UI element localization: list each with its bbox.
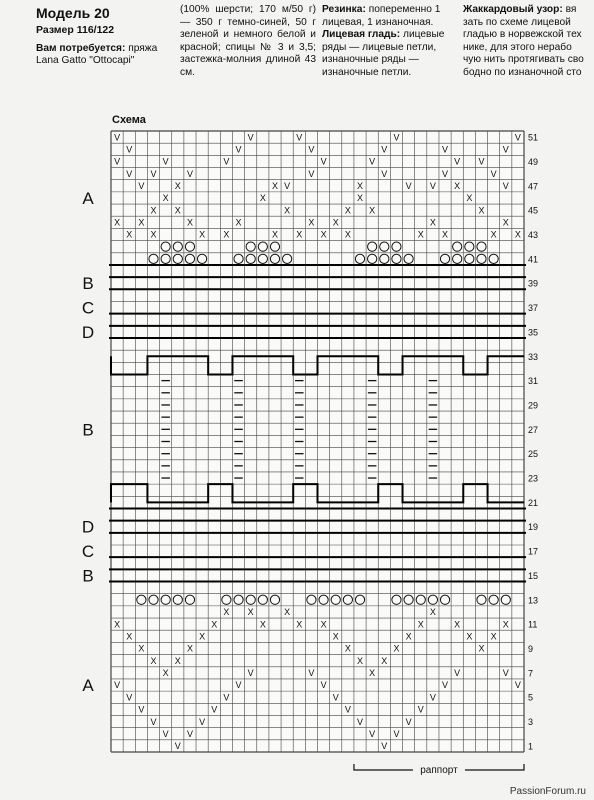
stitch-v-mark: V: [357, 716, 364, 727]
section-label: D: [81, 322, 95, 342]
stitch-x-mark: X: [357, 655, 364, 666]
stitch-v-mark: V: [393, 132, 400, 143]
row-number: 37: [528, 303, 539, 314]
stitch-x-mark: X: [150, 655, 157, 666]
section-label: C: [81, 298, 95, 318]
stitch-x-mark: X: [186, 643, 193, 654]
stitch-x-mark: X: [454, 619, 461, 630]
stitch-x-mark: X: [150, 229, 157, 240]
row-number: 1: [528, 741, 534, 752]
stitch-v-mark: V: [114, 132, 121, 143]
stitch-v-mark: V: [381, 144, 388, 155]
watermark: PassionForum.ru: [509, 786, 586, 797]
stitch-x-mark: X: [417, 229, 424, 240]
stitch-v-mark: V: [114, 680, 121, 691]
stitch-v-mark: V: [454, 668, 461, 679]
stitch-x-mark: X: [271, 180, 278, 191]
stitch-v-mark: V: [199, 716, 206, 727]
section-label: B: [82, 420, 94, 440]
stitch-v-mark: V: [223, 692, 230, 703]
stitch-x-mark: X: [466, 193, 473, 204]
stitch-v-mark: V: [186, 168, 193, 179]
stitch-x-mark: X: [174, 180, 181, 191]
stitch-v-mark: V: [502, 180, 509, 191]
stitch-x-mark: X: [114, 217, 121, 228]
stitch-x-mark: X: [199, 631, 206, 642]
stitch-v-mark: V: [138, 704, 145, 715]
row-number: 21: [528, 497, 539, 508]
stitch-v-mark: V: [502, 668, 509, 679]
stitch-v-mark: V: [381, 741, 388, 752]
stitch-x-mark: X: [466, 631, 473, 642]
stitch-v-mark: V: [417, 704, 424, 715]
section-label: B: [82, 274, 94, 294]
section-label: D: [81, 517, 95, 537]
stitch-x-mark: X: [247, 607, 254, 618]
stitch-x-mark: X: [150, 205, 157, 216]
stitch-x-mark: X: [478, 205, 485, 216]
stitch-x-mark: X: [490, 229, 497, 240]
stitch-v-mark: V: [174, 741, 181, 752]
stitch-x-mark: X: [259, 619, 266, 630]
row-number: 27: [528, 424, 539, 435]
stitch-v-mark: V: [162, 156, 169, 167]
stitch-v-mark: V: [162, 728, 169, 739]
rib-text: попеременно 1 лицевая, 1 изнаночная.: [322, 4, 441, 28]
stitch-v-mark: V: [393, 728, 400, 739]
stitch-x-mark: X: [284, 607, 291, 618]
section-label: B: [82, 566, 94, 586]
stitch-x-mark: X: [174, 655, 181, 666]
row-number: 35: [528, 327, 539, 338]
stitch-x-mark: X: [417, 619, 424, 630]
stitch-v-mark: V: [405, 180, 412, 191]
stitch-v-mark: V: [442, 144, 449, 155]
stitch-v-mark: V: [514, 680, 521, 691]
stitch-v-mark: V: [296, 132, 303, 143]
stitch-v-mark: V: [332, 692, 339, 703]
stitch-v-mark: V: [320, 156, 327, 167]
stitch-x-mark: X: [442, 229, 449, 240]
row-number: 11: [528, 619, 538, 630]
stitch-x-mark: X: [162, 668, 169, 679]
stitch-x-mark: X: [429, 607, 436, 618]
stitch-x-mark: X: [126, 631, 133, 642]
materials-label: Вам потребуется:: [36, 42, 126, 54]
row-number: 15: [528, 570, 539, 581]
row-number: 9: [528, 644, 534, 654]
stitch-x-mark: X: [393, 643, 400, 654]
stitch-x-mark: X: [114, 619, 121, 630]
stitch-v-mark: V: [150, 168, 157, 179]
row-number: 41: [528, 254, 539, 265]
stitch-v-mark: V: [344, 704, 351, 715]
stitch-x-mark: X: [502, 217, 509, 228]
stitch-x-mark: X: [259, 193, 266, 204]
stitch-x-mark: X: [126, 229, 133, 240]
stitch-x-mark: X: [344, 643, 351, 654]
stitch-v-mark: V: [126, 168, 133, 179]
stitch-x-mark: X: [320, 229, 327, 240]
stitch-v-mark: V: [320, 680, 327, 691]
stitch-x-mark: X: [223, 607, 230, 618]
row-number: 33: [528, 351, 539, 362]
jacquard-label: Жаккардовый узор:: [463, 4, 563, 15]
stitch-v-mark: V: [308, 668, 315, 679]
stitch-x-mark: X: [296, 619, 303, 630]
stitch-x-mark: X: [454, 180, 461, 191]
stitch-v-mark: V: [150, 716, 157, 727]
yarn-details: (100% шерсти; 170 м/50 г) — 350 г темно-синей, 50 г зеленой и немного белой и красной; спицы № 3 и 3,5; застежка-молния длиной 43 см.: [180, 4, 316, 78]
row-number: 47: [528, 181, 539, 192]
stitch-x-mark: X: [369, 668, 376, 679]
stitch-v-mark: V: [211, 704, 218, 715]
stitch-v-mark: V: [223, 156, 230, 167]
stitch-x-mark: X: [344, 205, 351, 216]
stitch-v-mark: V: [235, 680, 242, 691]
stitch-x-mark: X: [174, 205, 181, 216]
stockinette-text: лицевые ряды — лицевые петли, изнаночные ряды — изнаночные петли.: [322, 29, 445, 78]
stitch-x-mark: X: [138, 643, 145, 654]
stitch-x-mark: X: [381, 655, 388, 666]
row-number: 3: [528, 717, 534, 728]
section-label: A: [82, 188, 94, 208]
size-line: Размер 116/122: [36, 24, 115, 36]
jacquard-line-5: бодно по изнаночной сто: [463, 66, 582, 78]
row-number: 5: [528, 692, 534, 703]
jacquard-line-1: зать по схеме лицевой: [463, 16, 571, 28]
stitch-v-mark: V: [429, 692, 436, 703]
jacquard-line-4: чую нить протягивать сво: [463, 54, 584, 66]
materials-text: пряжа Lana Gatto "Ottocapi": [36, 42, 158, 67]
stitch-x-mark: X: [357, 193, 364, 204]
stitch-v-mark: V: [514, 132, 521, 143]
stitch-x-mark: X: [502, 619, 509, 630]
stitch-x-mark: X: [369, 205, 376, 216]
stitch-v-mark: V: [454, 156, 461, 167]
stitch-v-mark: V: [405, 716, 412, 727]
stitch-x-mark: X: [429, 217, 436, 228]
stitch-v-mark: V: [442, 680, 449, 691]
stitch-v-mark: V: [138, 180, 145, 191]
row-number: 7: [528, 668, 534, 679]
stitch-x-mark: X: [235, 217, 242, 228]
row-number: 49: [528, 156, 539, 167]
row-number: 31: [528, 376, 539, 387]
stitch-x-mark: X: [271, 229, 278, 240]
stitch-x-mark: X: [332, 631, 339, 642]
section-label: A: [82, 676, 94, 696]
row-number: 19: [528, 522, 539, 533]
stitch-v-mark: V: [308, 144, 315, 155]
jacquard-line-3: нике, для этого нерабо: [463, 41, 572, 53]
stitch-x-mark: X: [162, 193, 169, 204]
row-number: 51: [528, 132, 539, 143]
stitch-v-mark: V: [247, 668, 254, 679]
row-number: 29: [528, 400, 539, 411]
stitch-v-mark: V: [490, 168, 497, 179]
row-number: 25: [528, 449, 539, 460]
stitch-x-mark: X: [284, 205, 291, 216]
row-number: 23: [528, 473, 539, 484]
stitch-v-mark: V: [429, 180, 436, 191]
stitch-x-mark: X: [514, 229, 521, 240]
stitch-x-mark: X: [357, 180, 364, 191]
rib-label: Резинка:: [322, 4, 366, 15]
chart-title: Схема: [112, 114, 146, 126]
stockinette-label: Лицевая гладь:: [322, 29, 401, 41]
stitch-v-mark: V: [381, 168, 388, 179]
section-label: C: [81, 542, 95, 562]
stitch-x-mark: X: [344, 229, 351, 240]
stitch-x-mark: X: [186, 217, 193, 228]
stitch-x-mark: X: [308, 217, 315, 228]
row-number: 43: [528, 230, 539, 240]
stitch-x-mark: X: [332, 217, 339, 228]
stitch-v-mark: V: [235, 144, 242, 155]
stitch-v-mark: V: [442, 168, 449, 179]
row-number: 13: [528, 595, 539, 606]
stitch-v-mark: V: [284, 180, 291, 191]
stitch-x-mark: X: [199, 229, 206, 240]
stitch-v-mark: V: [478, 156, 485, 167]
repeat-label: раппорт: [420, 765, 458, 776]
stitch-v-mark: V: [114, 156, 121, 167]
row-number: 39: [528, 278, 539, 289]
stitch-x-mark: X: [138, 217, 145, 228]
model-title: Модель 20: [36, 5, 110, 21]
stitch-v-mark: V: [502, 144, 509, 155]
stitch-v-mark: V: [126, 144, 133, 155]
stitch-x-mark: X: [211, 619, 218, 630]
stitch-v-mark: V: [126, 692, 133, 703]
jacquard-line-2: гладью в норвежской тех: [463, 29, 582, 41]
stitch-v-mark: V: [247, 132, 254, 143]
stitch-x-mark: X: [320, 619, 327, 630]
stitch-x-mark: X: [478, 643, 485, 654]
stitch-x-mark: X: [223, 229, 230, 240]
row-number: 45: [528, 205, 539, 216]
row-number: 17: [528, 546, 539, 557]
stitch-v-mark: V: [369, 156, 376, 167]
stitch-x-mark: X: [405, 631, 412, 642]
stitch-v-mark: V: [308, 168, 315, 179]
stitch-x-mark: X: [490, 631, 497, 642]
jacquard-line-0: Жаккардовый узор: вя: [463, 4, 577, 15]
stitch-v-mark: V: [186, 728, 193, 739]
stitch-v-mark: V: [369, 728, 376, 739]
stitch-x-mark: X: [296, 229, 303, 240]
